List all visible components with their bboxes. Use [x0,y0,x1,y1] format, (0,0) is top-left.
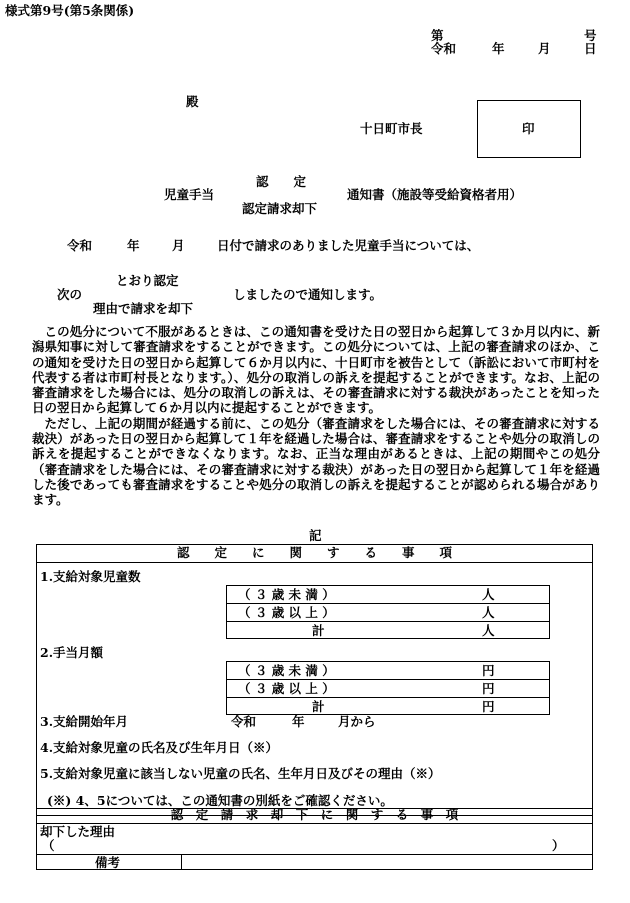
rejection-reason-label: 却下した理由 [40,824,116,839]
rejection-table-header: 認 定 請 求 却 下 に 関 す る 事 項 [170,807,459,822]
child-count-over3-unit: 人 [482,605,495,620]
appeal-notice-paragraph-2: ただし、上記の期間が経過する前に、この処分（審査請求をした場合には、その審査請求に対する裁決）があった日の翌日から起算して１年を経過した場合は、審査請求をすることや処分の取消しの訴えを提起することができなくなります。なお、正当な理由があるときは、上記の期間やこの処分（審査請求をした場合には、その審査請求に対する裁決）があった日の翌日から起算して１年を経過した後であっても審査請求をすることや処分の取消しの訴えを提起することが認められる場合があります。 [32,415,600,508]
remarks-label: 備考 [95,855,121,870]
table-divider [226,697,550,698]
amount-under3-unit: 円 [482,663,495,678]
table-divider [181,854,182,870]
title-reject: 認定請求却下 [242,201,318,216]
item3-month: 月から [338,714,376,729]
ki-mark: 記 [309,528,322,543]
amount-total-unit: 円 [482,699,495,714]
item5-label: 5.支給対象児童に該当しない児童の氏名、生年月日及びその理由（※） [40,766,441,781]
amount-under3-label: （ ３ 歳 未 満 ） [238,663,335,678]
amount-over3-unit: 円 [482,681,495,696]
date-day: 日 [584,41,597,56]
choice-next: 次の [57,287,83,302]
recipient-honorific: 殿 [186,94,199,109]
child-count-total-label: 計 [312,623,325,638]
amount-over3-label: （ ３ 歳 以 上 ） [238,681,335,696]
table-divider [36,823,593,824]
number-label-dai: 第 [431,28,444,43]
date-era: 令和 [431,41,457,56]
seal-label: 印 [522,121,535,136]
item3-label: 3.支給開始年月 [40,714,129,729]
intro-text: 日付で請求のありました児童手当については、 [217,238,480,253]
intro-era: 令和 [67,238,93,253]
rejection-reason-paren-open: （ [42,838,55,853]
rejection-reason-paren-close: ） [552,838,565,853]
title-child-allowance: 児童手当 [164,187,215,202]
child-count-total-unit: 人 [482,623,495,638]
item1-label: 1.支給対象児童数 [40,569,141,584]
choice-tail: しましたので通知します。 [233,287,383,302]
child-count-under3-unit: 人 [482,587,495,602]
appeal-notice-paragraph-1: この処分について不服があるときは、この通知書を受けた日の翌日から起算して３か月以内に、新潟県知事に対して審査請求をすることができます。この処分については、上記の審査請求のほか、この通知を受けた日の翌日から起算して６か月以内に、十日町市を被告として（訴訟において市町村を代表する者は市町村長となります。）、処分の取消しの訴えを提起することができます。なお、上記の審査請求をした場合には、処分の取消しの訴えは、その審査請求に対する裁決があったことを知った日の翌日から起算して６か月以内に提起することができます。 [32,324,600,416]
choice-option-certify: とおり認定 [116,273,179,288]
table-divider [226,621,550,622]
intro-year: 年 [127,238,140,253]
date-year: 年 [492,41,505,56]
title-notice: 通知書（施設等受給資格者用） [347,187,523,202]
title-certify: 認 定 [256,174,307,189]
item3-year: 年 [292,714,305,729]
item2-label: 2.手当月額 [40,645,104,660]
intro-month: 月 [172,238,185,253]
table-divider [226,679,550,680]
separate-sheet-note: (※) 4、5については、この通知書の別紙をご確認ください。 [47,793,393,808]
certification-table-header: 認 定 に 関 す る 事 項 [176,545,452,560]
appeal-notice [32,324,600,508]
table-divider [226,603,550,604]
form-number: 様式第9号(第5条関係) [5,3,135,18]
item4-label: 4.支給対象児童の氏名及び生年月日（※） [40,740,279,755]
date-month: 月 [538,41,551,56]
choice-option-reject: 理由で請求を却下 [93,301,194,316]
number-label-go: 号 [584,28,597,43]
amount-total-label: 計 [312,699,325,714]
seal-box [477,100,581,158]
child-count-over3-label: （ ３ 歳 以 上 ） [238,605,335,620]
table-divider [36,562,593,563]
sender-name: 十日町市長 [360,121,423,136]
item3-era: 令和 [231,714,257,729]
child-count-under3-label: （ ３ 歳 未 満 ） [238,587,335,602]
